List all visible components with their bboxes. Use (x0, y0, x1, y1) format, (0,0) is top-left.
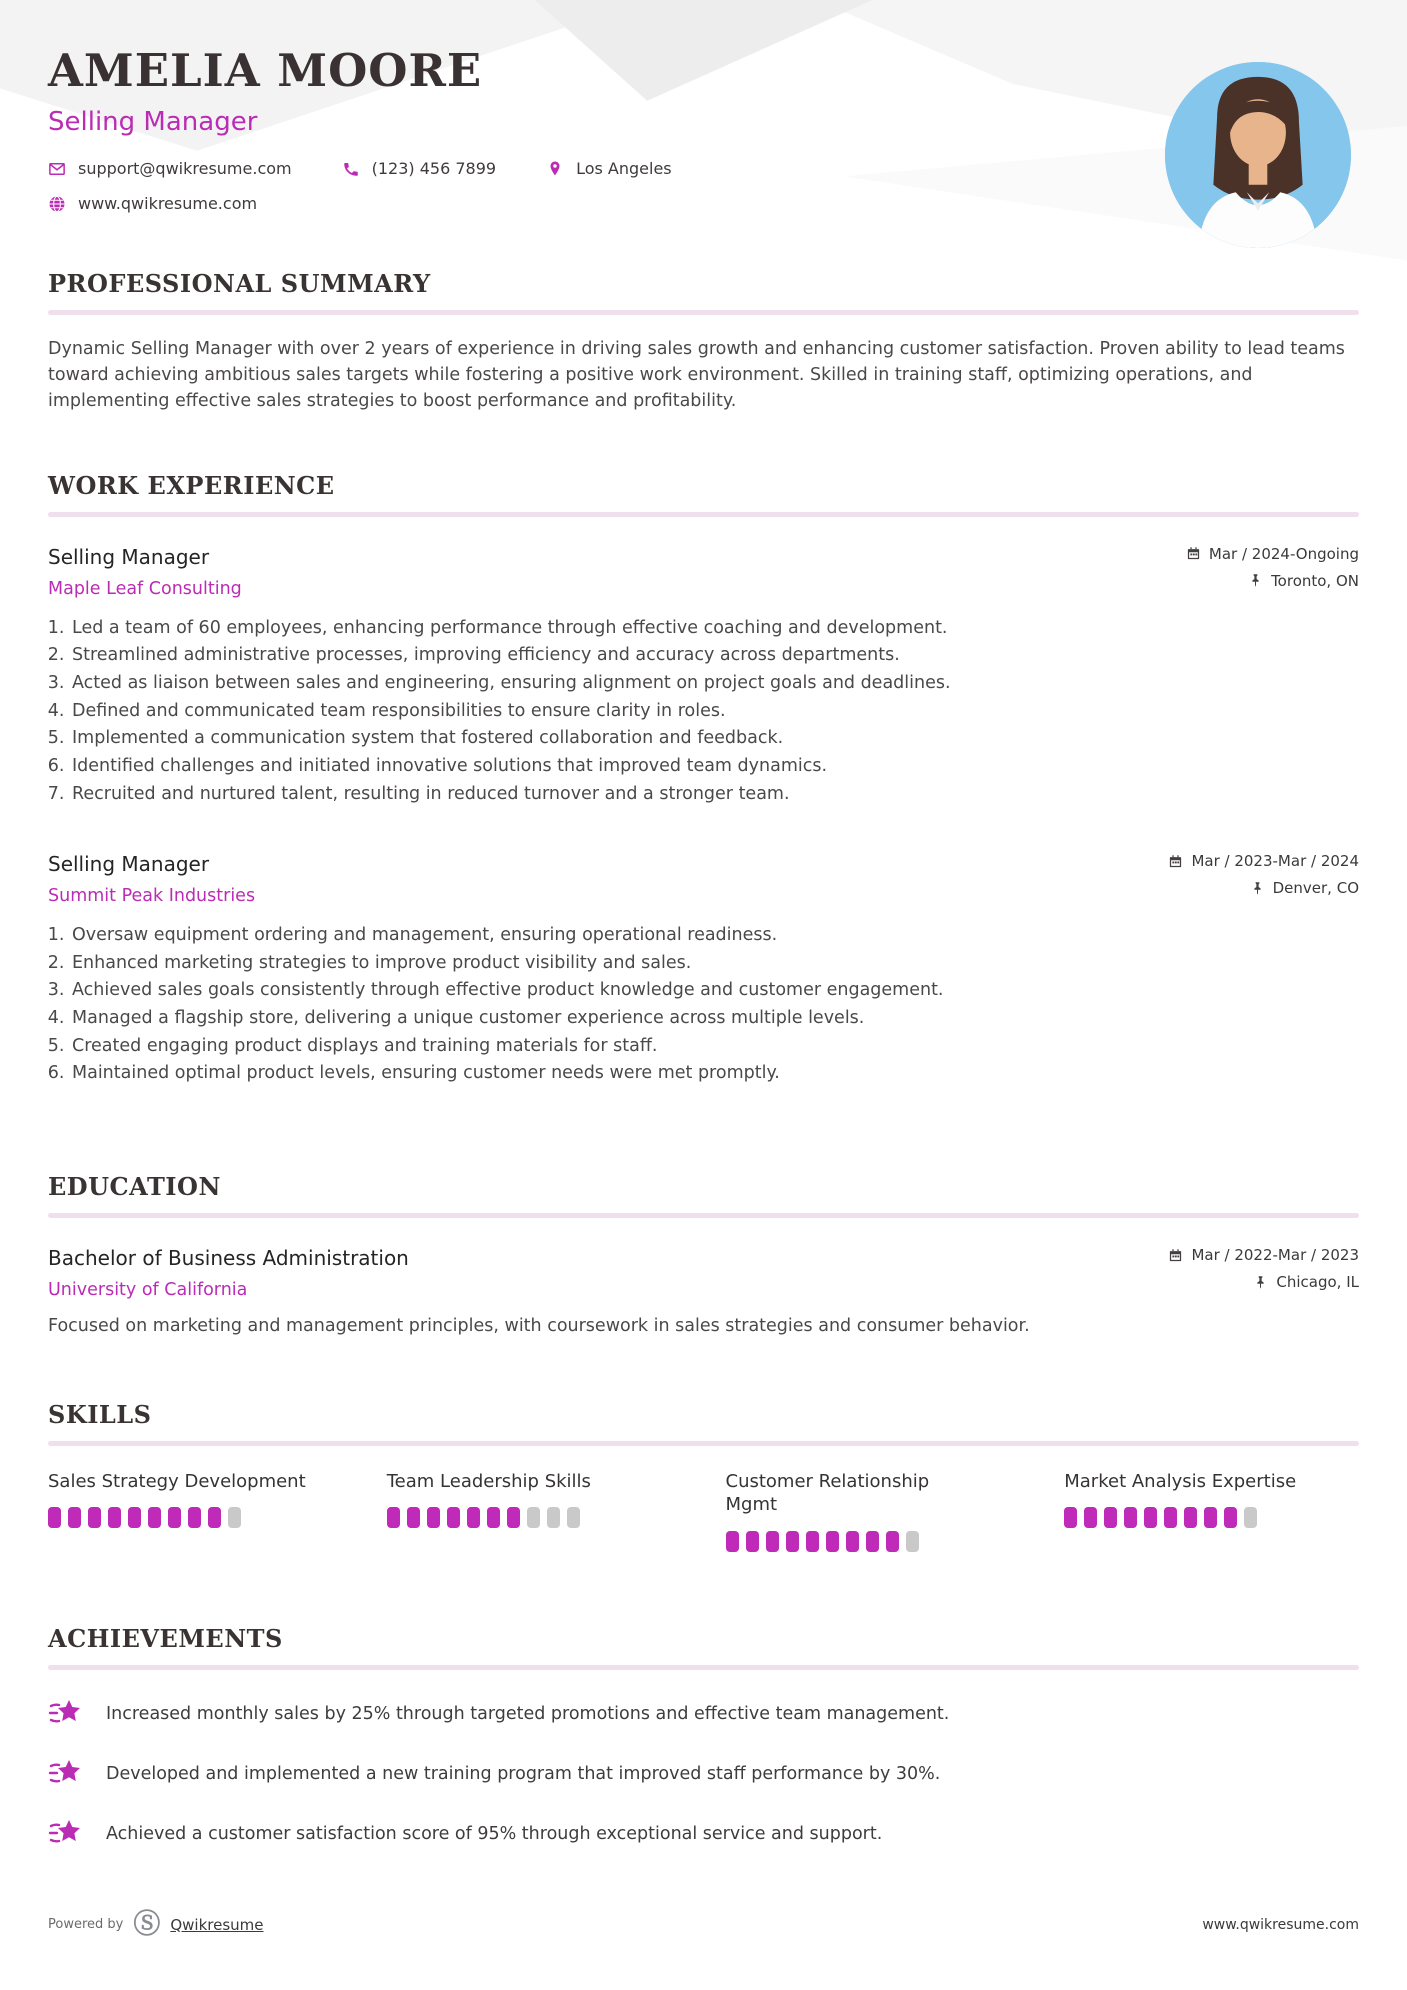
skill-level-dot (1124, 1507, 1137, 1528)
skill-level-dot (1224, 1507, 1237, 1528)
skill-level-dot (407, 1507, 420, 1528)
star-badge-icon (48, 1816, 84, 1852)
job-title: Selling Manager (48, 852, 210, 877)
candidate-title: Selling Manager (48, 107, 258, 137)
achievement-text: Achieved a customer satisfaction score of 95% through exceptional service and support. (106, 1823, 883, 1844)
section-divider (48, 1213, 1359, 1218)
skill-level-dot (1064, 1507, 1077, 1528)
skill-level-dot (1144, 1507, 1157, 1528)
skill-item (48, 1470, 343, 1552)
job-bullet: 7. Recruited and nurtured talent, resulting in reduced turnover and a stronger team. (70, 781, 1359, 809)
section-divider (48, 1665, 1359, 1670)
skill-level-dot (447, 1507, 460, 1528)
skill-level-dot (387, 1507, 400, 1528)
education-dates: Mar / 2022-Mar / 2023 (1191, 1246, 1359, 1264)
email-icon (48, 160, 66, 178)
qwikresume-link[interactable]: Qwikresume (170, 1915, 264, 1934)
skill-level-dot (487, 1507, 500, 1528)
skill-level-dot (228, 1507, 241, 1528)
skill-level-bar (1064, 1507, 1359, 1528)
skill-level-dot (726, 1531, 739, 1552)
skill-level-bar (726, 1531, 1021, 1552)
skill-level-dot (826, 1531, 839, 1552)
section-heading: ACHIEVEMENTS (48, 1623, 283, 1653)
skill-item (726, 1470, 1021, 1552)
skill-level-bar (48, 1507, 343, 1528)
website-text: www.qwikresume.com (78, 194, 258, 213)
skill-level-dot (806, 1531, 819, 1552)
job-bullet: 3. Acted as liaison between sales and engineering, ensuring alignment on project goals and deadlines. (70, 670, 1359, 698)
pushpin-icon (1253, 1275, 1268, 1290)
skill-level-dot (68, 1507, 81, 1528)
section-achievements (48, 1624, 1359, 1852)
job-dates: Mar / 2023-Mar / 2024 (1191, 852, 1359, 871)
skill-label: Sales Strategy Development (48, 1471, 306, 1492)
job-entry (48, 852, 1359, 1088)
skill-level-dot (567, 1507, 580, 1528)
page-footer (48, 1911, 1359, 1938)
location-item (546, 159, 672, 178)
calendar-icon (1168, 854, 1183, 869)
skill-level-dot (846, 1531, 859, 1552)
job-bullet: 2. Enhanced marketing strategies to improve product visibility and sales. (70, 950, 1359, 978)
phone-icon (342, 160, 360, 178)
skill-level-dot (1204, 1507, 1217, 1528)
achievement-text: Increased monthly sales by 25% through targeted promotions and effective team management. (106, 1703, 950, 1724)
qwikresume-logo-icon: Ⓢ (133, 1909, 161, 1940)
skill-item (1064, 1470, 1359, 1552)
job-dates: Mar / 2024-Ongoing (1208, 544, 1359, 563)
achievement-item (48, 1696, 1359, 1732)
achievement-list (48, 1696, 1359, 1852)
calendar-icon (1186, 546, 1201, 561)
job-bullet: 5. Implemented a communication system that fostered collaboration and feedback. (70, 725, 1359, 753)
skill-level-dot (1184, 1507, 1197, 1528)
section-divider (48, 310, 1359, 315)
email-item[interactable] (48, 159, 292, 178)
job-bullet-list (70, 922, 1359, 1088)
achievement-item (48, 1816, 1359, 1852)
section-divider (48, 1441, 1359, 1446)
contact-row (48, 159, 1359, 178)
skill-level-bar (387, 1507, 682, 1528)
job-bullet: 6. Maintained optimal product levels, ensuring customer needs were met promptly. (70, 1060, 1359, 1088)
job-bullet: 1. Led a team of 60 employees, enhancing performance through effective coaching and development. (70, 615, 1359, 643)
skill-level-dot (507, 1507, 520, 1528)
section-education (48, 1172, 1359, 1336)
achievement-text: Developed and implemented a new training program that improved staff performance by 30%. (106, 1763, 941, 1784)
section-heading: EDUCATION (48, 1172, 221, 1201)
skill-level-dot (1164, 1507, 1177, 1528)
pushpin-icon (1250, 881, 1265, 896)
job-bullet: 1. Oversaw equipment ordering and management, ensuring operational readiness. (70, 922, 1359, 950)
phone-item[interactable] (342, 159, 496, 178)
skill-item (387, 1470, 682, 1552)
candidate-name: AMELIA MOORE (48, 44, 483, 97)
skill-level-dot (547, 1507, 560, 1528)
skill-level-dot (427, 1507, 440, 1528)
location-pin-icon (546, 160, 564, 178)
footer-website: www.qwikresume.com (1202, 1916, 1359, 1933)
job-location: Toronto, ON (1271, 571, 1359, 590)
skill-level-dot (786, 1531, 799, 1552)
skill-level-dot (527, 1507, 540, 1528)
powered-by-label: Powered by (48, 1917, 124, 1932)
job-company: Summit Peak Industries (48, 886, 256, 907)
skill-level-dot (48, 1507, 61, 1528)
skill-level-dot (746, 1531, 759, 1552)
section-skills (48, 1400, 1359, 1552)
job-bullet: 3. Achieved sales goals consistently through effective product knowledge and customer engagement. (70, 977, 1359, 1005)
email-text: support@qwikresume.com (78, 159, 292, 178)
profile-photo (1165, 62, 1351, 248)
section-heading: PROFESSIONAL SUMMARY (48, 269, 431, 298)
skill-label: Customer Relationship Mgmt (725, 1471, 930, 1516)
skill-level-dot (1244, 1507, 1257, 1528)
globe-icon (48, 195, 66, 213)
person-portrait-illustration (1165, 62, 1351, 248)
job-bullet-list (70, 615, 1359, 808)
job-bullet: 5. Created engaging product displays and training materials for staff. (70, 1033, 1359, 1061)
skill-level-dot (1104, 1507, 1117, 1528)
location-text: Los Angeles (576, 159, 672, 178)
phone-text: (123) 456 7899 (371, 159, 497, 178)
education-description: Focused on marketing and management principles, with coursework in sales strategies and consumer behavior. (48, 1316, 1030, 1336)
skill-level-dot (148, 1507, 161, 1528)
skill-level-dot (208, 1507, 221, 1528)
skill-level-dot (168, 1507, 181, 1528)
section-heading: SKILLS (48, 1400, 152, 1429)
skill-level-dot (188, 1507, 201, 1528)
skill-level-dot (766, 1531, 779, 1552)
job-title: Selling Manager (48, 544, 210, 569)
achievement-item (48, 1756, 1359, 1792)
job-bullet: 6. Identified challenges and initiated innovative solutions that improved team dynamics. (70, 753, 1359, 781)
star-badge-icon (48, 1756, 84, 1792)
job-bullet: 4. Managed a flagship store, delivering a unique customer experience across multiple levels. (70, 1005, 1359, 1033)
section-professional-summary (48, 269, 1359, 415)
star-badge-icon (48, 1696, 84, 1732)
skill-level-dot (866, 1531, 879, 1552)
skill-level-dot (906, 1531, 919, 1552)
skill-label: Market Analysis Expertise (1064, 1471, 1297, 1492)
section-heading: WORK EXPERIENCE (48, 470, 335, 500)
skill-label: Team Leadership Skills (386, 1471, 591, 1492)
skill-level-dot (886, 1531, 899, 1552)
job-company: Maple Leaf Consulting (48, 578, 242, 599)
degree-title: Bachelor of Business Administration (48, 1246, 409, 1270)
summary-text: Dynamic Selling Manager with over 2 years of experience in driving sales growth and enhancing customer satisfaction. Proven ability to lead teams toward achieving ambitious sales targets while fostering a positive work environment. Skilled in training staff, optimizing operations, and implementing effective sales strategies to boost performance and profitability. (48, 339, 1345, 411)
skills-grid (48, 1470, 1359, 1552)
education-location: Chicago, IL (1276, 1273, 1359, 1291)
education-entry (48, 1246, 1359, 1336)
skill-level-dot (108, 1507, 121, 1528)
job-bullet: 2. Streamlined administrative processes, improving efficiency and accuracy across departments. (70, 642, 1359, 670)
skill-level-dot (467, 1507, 480, 1528)
website-item[interactable] (48, 194, 257, 213)
pushpin-icon (1248, 573, 1263, 588)
section-divider (48, 512, 1359, 517)
contact-row-website (48, 194, 1359, 213)
job-location: Denver, CO (1272, 879, 1359, 898)
school-name: University of California (48, 1280, 248, 1300)
calendar-icon (1168, 1248, 1183, 1263)
skill-level-dot (128, 1507, 141, 1528)
skill-level-dot (1084, 1507, 1097, 1528)
job-entry (48, 545, 1359, 808)
skill-level-dot (88, 1507, 101, 1528)
section-work-experience (48, 471, 1359, 1088)
job-bullet: 4. Defined and communicated team responsibilities to ensure clarity in roles. (70, 698, 1359, 726)
